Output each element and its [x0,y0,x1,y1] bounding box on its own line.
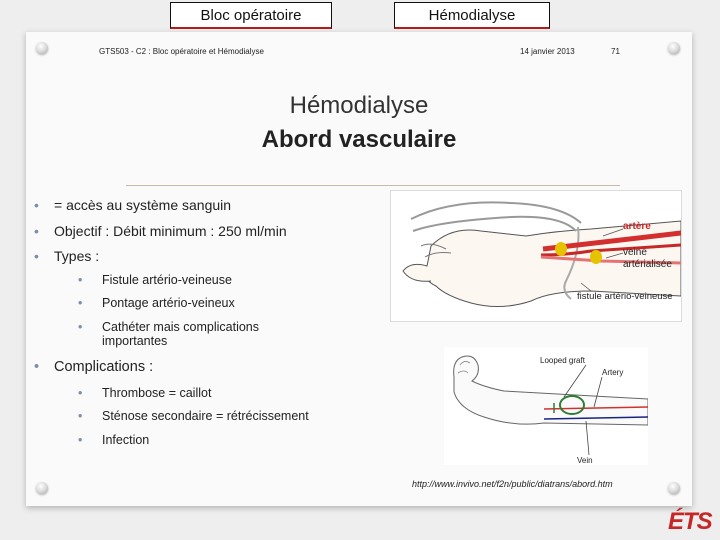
fistula-arm-drawing [391,191,681,321]
pin-icon [668,482,680,494]
sub-bullet-text: Cathéter mais complications [102,320,260,334]
sub-bullet-text: Infection [102,433,150,447]
bullet-icon: • [78,409,83,423]
bullet-item [34,223,287,239]
header-page-number: 71 [611,47,620,56]
source-url[interactable]: http://www.invivo.net/f2n/public/diatrans/abord.htm [412,479,613,489]
pin-icon [668,42,680,54]
bullet-text: Types : [54,248,100,264]
bullet-icon: • [78,320,83,334]
label-vein: veine [623,247,647,258]
bullet-icon: • [78,433,83,447]
slide [26,32,692,506]
tab-hemodialyse[interactable]: Hémodialyse [394,2,550,29]
tab-bloc-operatoire[interactable]: Bloc opératoire [170,2,332,29]
bullet-text: Complications : [54,359,154,375]
pin-icon [36,42,48,54]
bullet-item [34,197,231,213]
slide-subtitle: Abord vasculaire [261,126,457,153]
sub-bullet-text: Fistule artério-veineuse [102,273,232,287]
bullet-item [34,359,153,375]
sub-bullet-item [78,409,309,423]
label-fistula: fistule artério-veineuse [577,291,673,302]
label-vein: Vein [577,456,593,465]
label-looped-graft: Looped graft [540,356,585,365]
bullet-icon: • [78,386,83,400]
bullet-icon: • [34,359,40,375]
sub-bullet-item [78,433,149,447]
bullet-text: Objectif : Débit minimum : 250 ml/min [54,223,287,239]
looped-graft-illustration [444,347,648,465]
bullet-text: = accès au système sanguin [54,197,232,213]
slide-title: Hémodialyse [289,92,429,119]
sub-bullet-text: Pontage artério-veineux [102,296,235,310]
sub-bullet-item [78,296,235,310]
looped-graft-drawing [444,347,648,465]
ets-logo: ÉTS [668,508,712,535]
header-course: GTS503 - C2 : Bloc opératoire et Hémodialyse [99,47,264,56]
sub-bullet-text-continued: importantes [102,334,168,348]
bullet-icon: • [34,197,39,213]
sub-bullet-text: Thrombose = caillot [102,386,212,400]
label-artery: Artery [602,368,624,377]
sub-bullet-item [78,386,211,400]
bullet-icon: • [78,273,83,287]
label-arterialized: artérialisée [623,259,672,270]
fistula-illustration [390,190,682,322]
pin-icon [36,482,48,494]
sub-bullet-item [78,273,232,287]
label-artery: artère [623,221,651,232]
bullet-item [34,248,99,264]
title-divider [126,185,620,186]
bullet-icon: • [34,223,39,239]
sub-bullet-item [78,320,259,334]
bullet-icon: • [78,296,83,310]
header-date: 14 janvier 2013 [520,47,575,56]
sub-bullet-text: Sténose secondaire = rétrécissement [102,409,309,423]
bullet-icon: • [34,248,39,264]
